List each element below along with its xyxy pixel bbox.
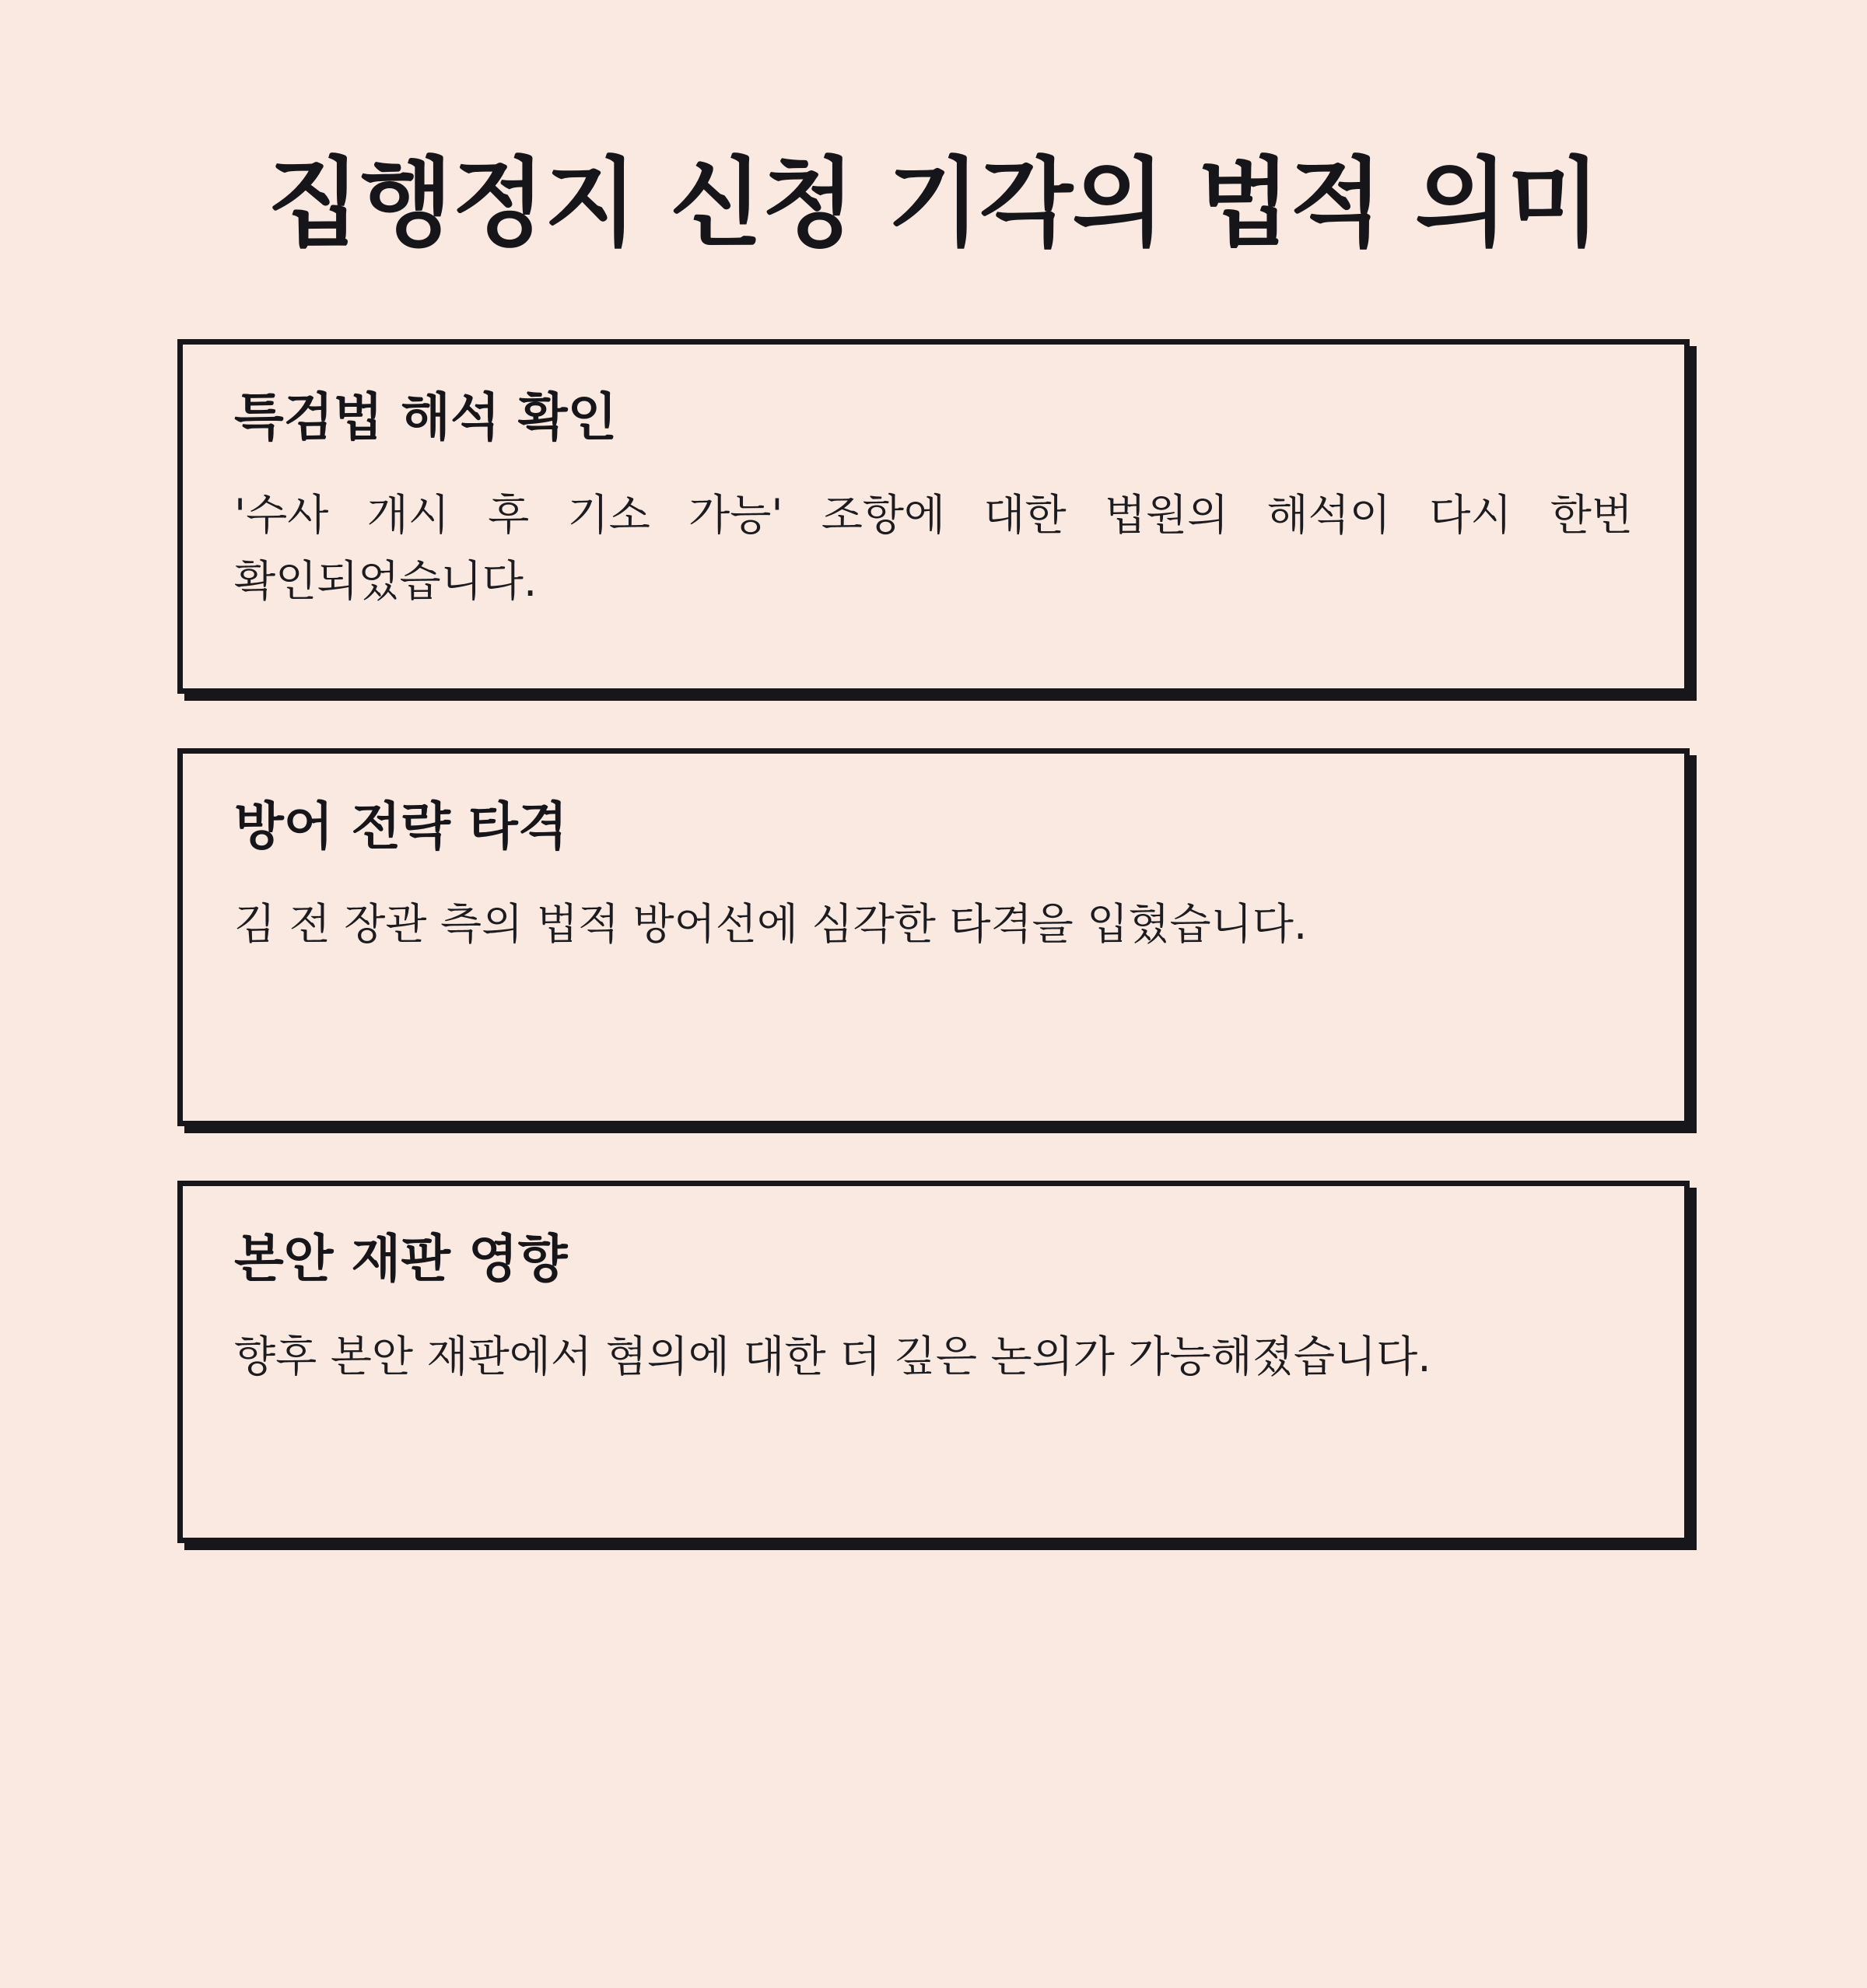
info-card: [177, 339, 1690, 694]
info-card-body: 김 전 장관 측의 법적 방어선에 심각한 타격을 입혔습니다.: [234, 899, 1308, 950]
info-card: [177, 748, 1690, 1126]
info-card-title: 특검법 해석 확인: [234, 387, 618, 447]
card-list: [177, 339, 1690, 1543]
info-card-title: 본안 재판 영향: [234, 1229, 568, 1289]
info-card-body: '수사 개시 후 기소 가능' 조항에 대한 법원의 해석이 다시 한번 확인되었습니다.: [234, 490, 1633, 607]
info-card-body: 향후 본안 재판에서 혐의에 대한 더 깊은 논의가 가능해졌습니다.: [234, 1332, 1431, 1382]
info-card: [177, 1181, 1690, 1543]
info-card-title: 방어 전략 타격: [234, 796, 568, 856]
page-title: 집행정지 신청 기각의 법적 의미: [267, 148, 1600, 260]
